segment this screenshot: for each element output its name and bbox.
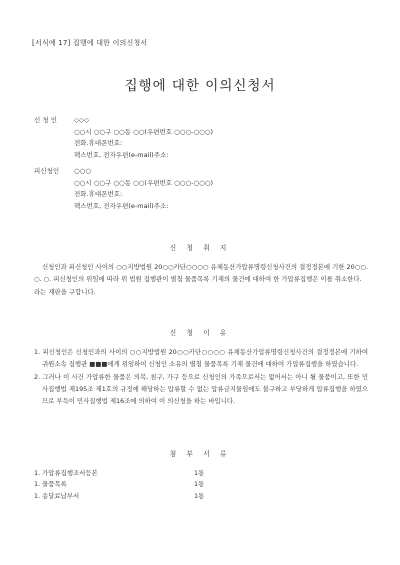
applicant-address: ○○시 ○○구 ○○동 ○○(우편번호 ○○○-○○○) [74, 127, 214, 136]
attachment-item [34, 468, 234, 479]
respondent-phone: 전화.휴대폰번호: [74, 190, 123, 198]
attachment-copies: 1통 [194, 491, 205, 500]
respondent-address: ○○시 ○○구 ○○동 ○○(우편번호 ○○○-○○○) [74, 178, 214, 187]
respondent-name: ○○○ [74, 167, 92, 175]
applicant-name: ◇◇◇ [74, 116, 89, 124]
applicant-phone: 전화.휴대폰번호: [74, 139, 123, 147]
applicant-fax-email: 팩스번호, 전자우편(e-mail)주소: [74, 150, 169, 159]
form-label: [서식예 17] 집행에 대한 이의신청서 [32, 39, 148, 47]
attachment-item [34, 479, 234, 490]
purpose-body: 신청인과 피신청인 사이의 ○○지방법원 20○○카단○○○○ 유체동산가압류명령신청사건의 결정정본에 기한 20○○. ○. ○. 피신청인의 위임에 따라 위 법원 집행관이 별첨 물품목록 기재의 물건에 대하여 한 가압류집행은 이를 취소한다. [34, 263, 368, 284]
attachment-name: 1. 송달료납부서 [34, 491, 80, 500]
attachment-name: 1. 가압류집행조서등본 [34, 469, 98, 477]
attachment-item [34, 491, 234, 502]
purpose-heading: 신 청 취 지 [169, 244, 231, 252]
reasons-heading: 신 청 이 유 [169, 329, 231, 337]
respondent-role-label: 피신청인 [34, 167, 60, 175]
applicant-role-label: 신 청 인 [34, 116, 57, 124]
document-title: 집행에 대한 이의신청서 [124, 78, 276, 94]
purpose-closing: 라는 재판을 구합니다. [34, 287, 96, 296]
attachments-heading: 첨 부 서 류 [169, 450, 231, 458]
reason-item: 2. 그러나 이 사건 가압류한 물품은 의복, 침구, 가구 등으로 신청인의 가족으로서는 없어서는 아니 될 물품이고, 또한 민사집행법 제195조 제1호의 규정에 해당하는 압류할 수 없는 압류금지물임에도 불구하고 부당하게 압류집행을 하였으므로 부득이 민사집행법 제16조에 의하여 이 의신청을 하는 바입니다. [34, 372, 368, 406]
attachments-list [34, 468, 234, 502]
purpose-section [34, 261, 368, 298]
attachment-copies: 1통 [194, 469, 205, 477]
attachment-copies: 1통 [194, 480, 205, 489]
attachment-name: 1. 물품목록 [34, 480, 67, 489]
reason-item: 1. 피신청인은 신청인과의 사이의 ○○지방법원 20○○카단○○○○ 유체동산가압류명령신청사건의 결정정본에 기하여 귀원소속 집행관 ■■■에게 위임하여 신청인 소유의 별첨 물품목록 기재 물건에 대하여 가압류집행을 하였습니다. [34, 348, 368, 369]
respondent-fax-email: 팩스번호, 전자우편(e-mail)주소: [74, 201, 169, 210]
reasons-section [34, 346, 368, 407]
